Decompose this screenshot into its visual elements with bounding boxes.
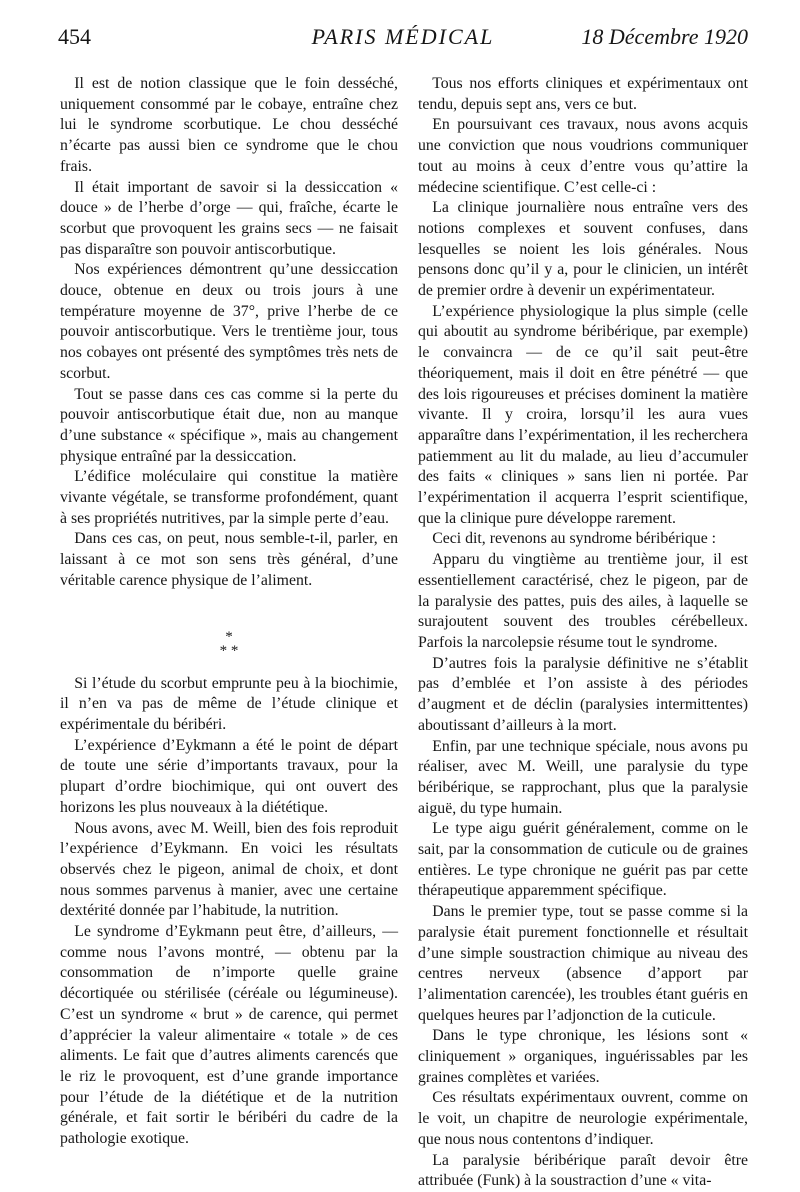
paragraph: Il était important de savoir si la dessiccation « douce » de l’herbe d’orge — qui, fraîche, écarte le scorbut que provoquent les grains secs — ne faisait pas disparaître son pouvoir antiscorbutique. <box>60 178 398 258</box>
page-number: 454 <box>58 24 91 49</box>
page-header <box>58 22 748 54</box>
paragraph: Ceci dit, revenons au syndrome béribérique : <box>432 530 717 548</box>
paragraph: Ces résultats expérimentaux ouvrent, comme on le voit, un chapitre de neurologie expérimentale, que nous nous contentons d’indiquer. <box>418 1089 748 1148</box>
paragraph: L’expérience physiologique la plus simple (celle qui aboutit au syndrome béribérique, par exemple) le convaincra — de ce qu’il sait peut-être théoriquement, mais il doit en être pénétré — que des lois rigoureuses et précises dominent la matière vivante. Il y croira, lorsqu’il les aura vues apparaître dans l’expérimentation, il les recherchera patiemment au lit du malade, au lieu d’accumuler des faits « cliniques » sans lien ni portée. Par l’expérimentation il acquerra l’esprit scientifique, que la clinique pure développe rarement. <box>418 302 748 527</box>
paragraph: Dans le premier type, tout se passe comme si la paralysie était purement fonctionnelle et résultait d’une simple soustraction chimique au niveau des centres nerveux (absence d’apport par l’alimentation carencée), les troubles étant guéris en quelques heures par l’adjonction de la cuticule. <box>418 903 748 1024</box>
section-asterism <box>60 630 398 658</box>
paragraph: Enfin, par une technique spéciale, nous avons pu réaliser, avec M. Weill, une paralysie du type béribérique, se rapprochant, plus que la paralysie aiguë, du type humain. <box>418 737 748 817</box>
asterism-bottom: * * <box>219 642 239 659</box>
paragraph: D’autres fois la paralysie définitive ne s’établit pas d’emblée et l’on assiste à des périodes d’augment et de déclin (paralysies intermittentes) aboutissant d’ailleurs à la mort. <box>418 654 748 734</box>
paragraph: L’expérience d’Eykmann a été le point de départ de toute une série d’importants travaux, pour la plupart d’ordre biochimique, qui ont ouvert des horizons les plus nouveaux à la diététique. <box>60 736 398 816</box>
asterism-top: * <box>225 628 233 645</box>
paragraph: Il est de notion classique que le foin desséché, uniquement consommé par le cobaye, entraîne chez lui le syndrome scorbutique. Le chou desséché n’écarte pas aussi bien ce syndrome que le chou frais. <box>60 75 398 175</box>
paragraph: Si l’étude du scorbut emprunte peu à la biochimie, il n’en va pas de même de l’étude clinique et expérimentale du béribéri. <box>60 674 398 733</box>
paragraph: Dans ces cas, on peut, nous semble-t-il, parler, en laissant à ce mot son sens très général, d’une véritable carence physique de l’aliment. <box>60 530 398 589</box>
paragraph: Le syndrome d’Eykmann peut être, d’ailleurs, — comme nous l’avons montré, — obtenu par la consommation de n’importe quelle graine décortiquée ou stérilisée (céréale ou légumineuse). C’est un syndrome « brut » de carence, qui permet d’apprécier la valeur alimentaire « totale » de ces aliments. Le fait que d’autres aliments carencés que le riz le provoquent, est d’une grande importance pour l’étude de la diététique et de la nutrition générale, et fait sortir le béribéri du cadre de la pathologie exotique. <box>60 923 398 1148</box>
paragraph: Nous avons, avec M. Weill, bien des fois reproduit l’expérience d’Eykmann. En voici les résultats observés chez le pigeon, animal de choix, et dont nous sommes parvenus à manier, avec une certaine dextérité donnée par l’habitude, la nutrition. <box>60 819 398 920</box>
journal-title: PARIS MÉDICAL <box>311 24 495 49</box>
left-column <box>60 74 398 1150</box>
paragraph: Dans le type chronique, les lésions sont « cliniquement » organiques, inguérissables par les graines complètes et variées. <box>418 1027 748 1086</box>
paragraph: La paralysie béribérique paraît devoir être attribuée (Funk) à la soustraction d’une « vita- <box>418 1151 748 1190</box>
paragraph: Tous nos efforts cliniques et expérimentaux ont tendu, depuis sept ans, vers ce but. <box>418 75 748 113</box>
issue-date: 18 Décembre 1920 <box>581 24 748 49</box>
paragraph: Nos expériences démontrent qu’une dessiccation douce, obtenue en deux ou trois jours à une température moyenne de 37°, prive l’herbe de ce pouvoir antiscorbutique. Vers le trentième jour, tous nos cobayes ont présenté des symptômes très nets de scorbut. <box>60 261 398 382</box>
paragraph: Apparu du vingtième au trentième jour, il est essentiellement caractérisé, chez le pigeon, par de la paralysie des pattes, puis des ailes, à laquelle se surajoutent souvent des troubles cérébelleux. Parfois la narcolepsie résume tout le syndrome. <box>418 551 748 651</box>
right-column <box>418 74 748 1192</box>
paragraph: Le type aigu guérit généralement, comme on le sait, par la consommation de cuticule ou de graines entières. Le type chronique ne guérit pas par cette thérapeutique apparemment spécifique. <box>418 820 748 900</box>
paragraph: La clinique journalière nous entraîne vers des notions complexes et souvent confuses, dans lesquelles se noient les lois générales. Nous pensons donc qu’il y a, pour le clinicien, un intérêt de premier ordre à devenir un expérimentateur. <box>418 199 748 300</box>
paragraph: Tout se passe dans ces cas comme si la perte du pouvoir antiscorbutique était due, non au manque d’une substance « spécifique », mais au changement physique entraîné par la dessiccation. <box>60 385 398 465</box>
paragraph: L’édifice moléculaire qui constitue la matière vivante végétale, se transforme profondément, quant à ses propriétés nutritives, par la simple perte d’eau. <box>60 468 398 527</box>
paragraph: En poursuivant ces travaux, nous avons acquis une conviction que nous voudrions communiquer tout au moins à ceux d’entre vous qu’attire la médecine scientifique. C’est celle-ci : <box>418 116 748 196</box>
